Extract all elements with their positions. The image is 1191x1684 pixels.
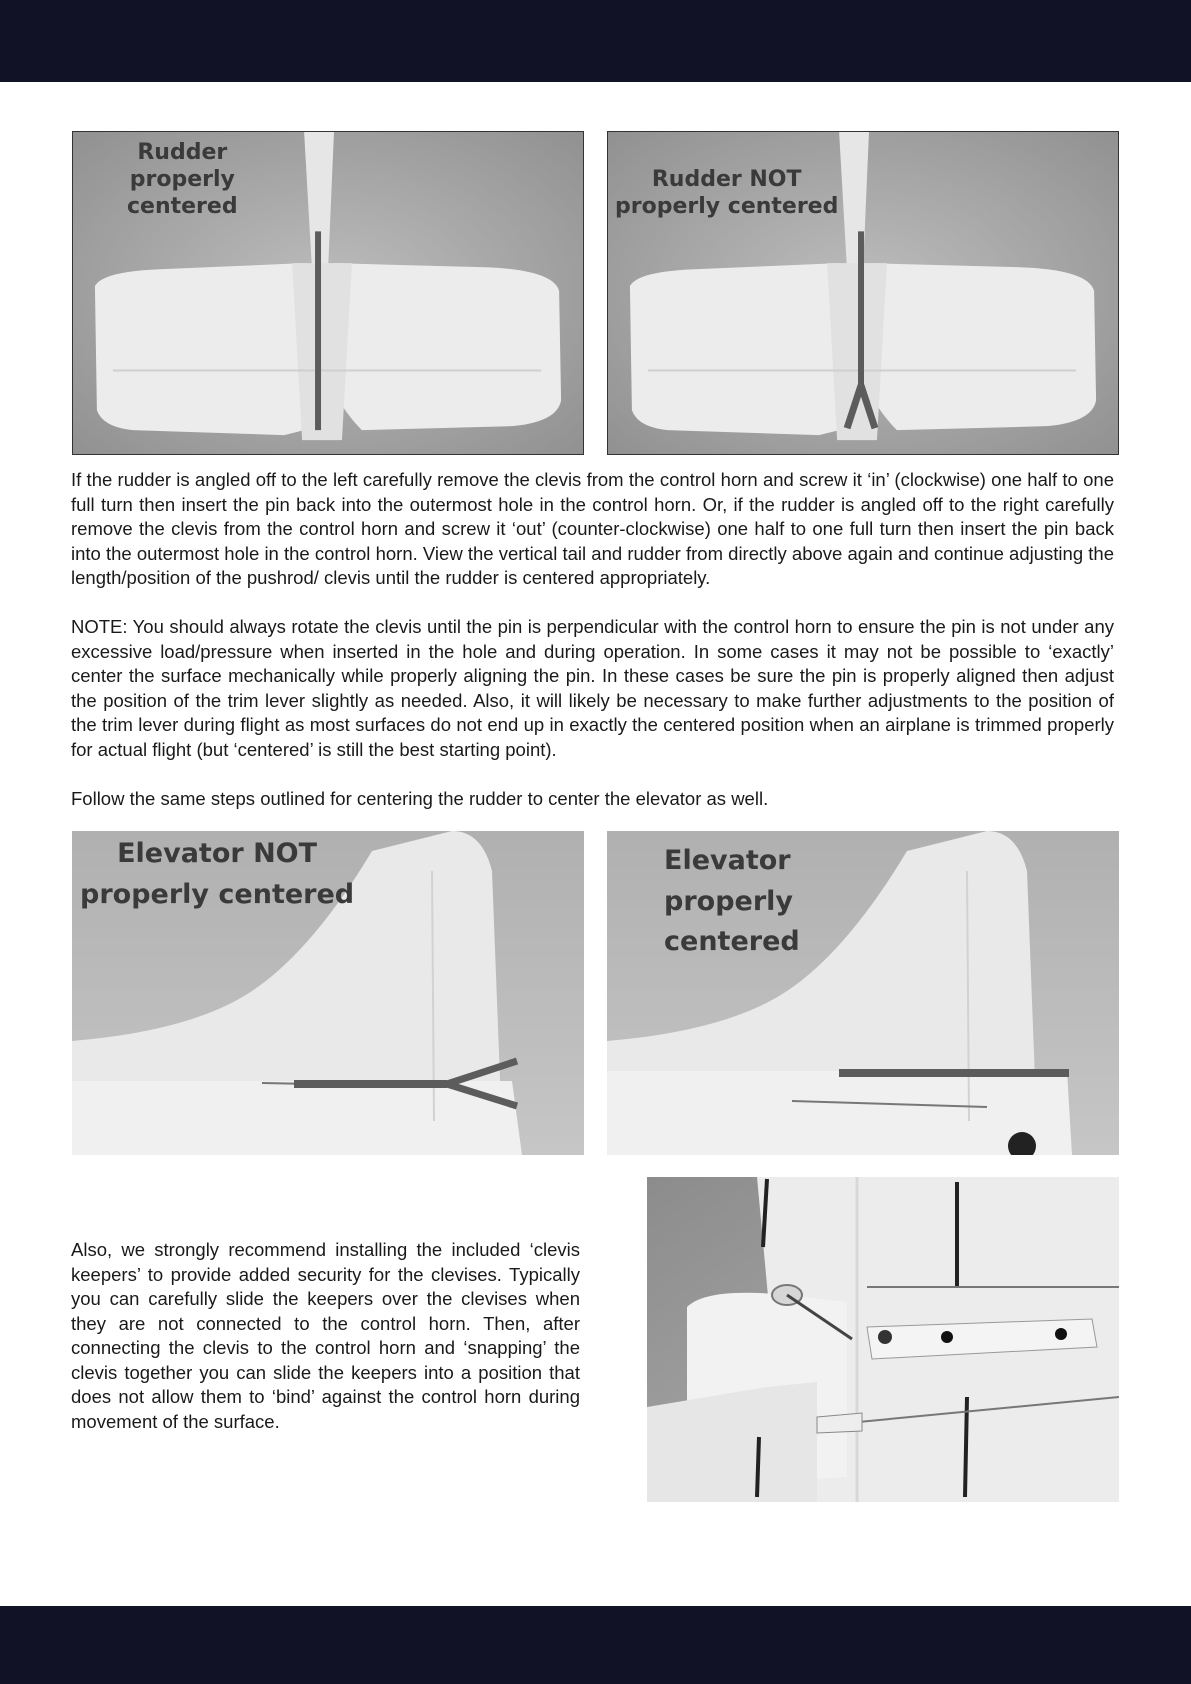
paragraph-text: Follow the same steps outlined for centering the rudder to center the elevator as well. — [71, 788, 769, 809]
elevator-paragraph — [71, 787, 1114, 812]
clevis-keepers-paragraph — [71, 1238, 580, 1434]
paragraph-text: If the rudder is angled off to the left carefully remove the clevis from the control horn and screw it ‘in’ (clockwise) one half to one full turn then insert the pin back into the outermost hole in the control horn. Or, if the rudder is angled off to the right carefully remove the clevis from the control horn and screw it ‘out’ (counter-clockwise) one half to one full turn then insert the pin back into the outermost hole in the control horn. View the vertical tail and rudder from directly above again and continue adjusting the length/position of the pushrod/ clevis until the rudder is centered appropriately. — [71, 469, 1114, 588]
elevator-not-centered-photo — [72, 831, 584, 1155]
paragraph-text: NOTE: You should always rotate the clevis until the pin is perpendicular with the control horn to ensure the pin is not under any excessive load/pressure when inserted in the hole and during operation. In some cases it may not be possible to ‘exactly’ center the surface mechanically while properly aligning the pin. In these cases be sure the pin is properly aligned then adjust the position of the trim lever slightly as needed. Also, it will likely be necessary to make further adjustments to the position of the trim lever during flight as most surfaces do not end up in exactly the centered position when an airplane is trimmed properly for actual flight (but ‘centered’ is still the best starting point). — [71, 616, 1114, 760]
footer-band — [0, 1606, 1191, 1684]
rudder-not-centered-photo — [607, 131, 1119, 455]
photo-caption: Rudder NOT properly centered — [615, 167, 839, 219]
clevis-keepers-photo — [647, 1177, 1119, 1502]
photo-caption: Rudder properly centered — [127, 140, 238, 219]
rudder-centered-photo — [72, 131, 584, 455]
rudder-adjust-paragraph — [71, 468, 1114, 591]
header-band — [0, 0, 1191, 82]
photo-caption: Elevator properly centered — [664, 845, 800, 957]
paragraph-text: Also, we strongly recommend installing the included ‘clevis keepers’ to provide added security for the clevises. Typically you can carefully slide the keepers over the clevises when they are not connected to the control horn. Then, after connecting the clevis to the control horn and ‘snapping’ the clevis together you can slide the keepers into a position that does not allow them to ‘bind’ against the control horn during movement of the surface. — [71, 1239, 580, 1432]
note-paragraph — [71, 615, 1114, 762]
elevator-centered-photo — [607, 831, 1119, 1155]
photo-caption: Elevator NOT properly centered — [80, 838, 355, 910]
